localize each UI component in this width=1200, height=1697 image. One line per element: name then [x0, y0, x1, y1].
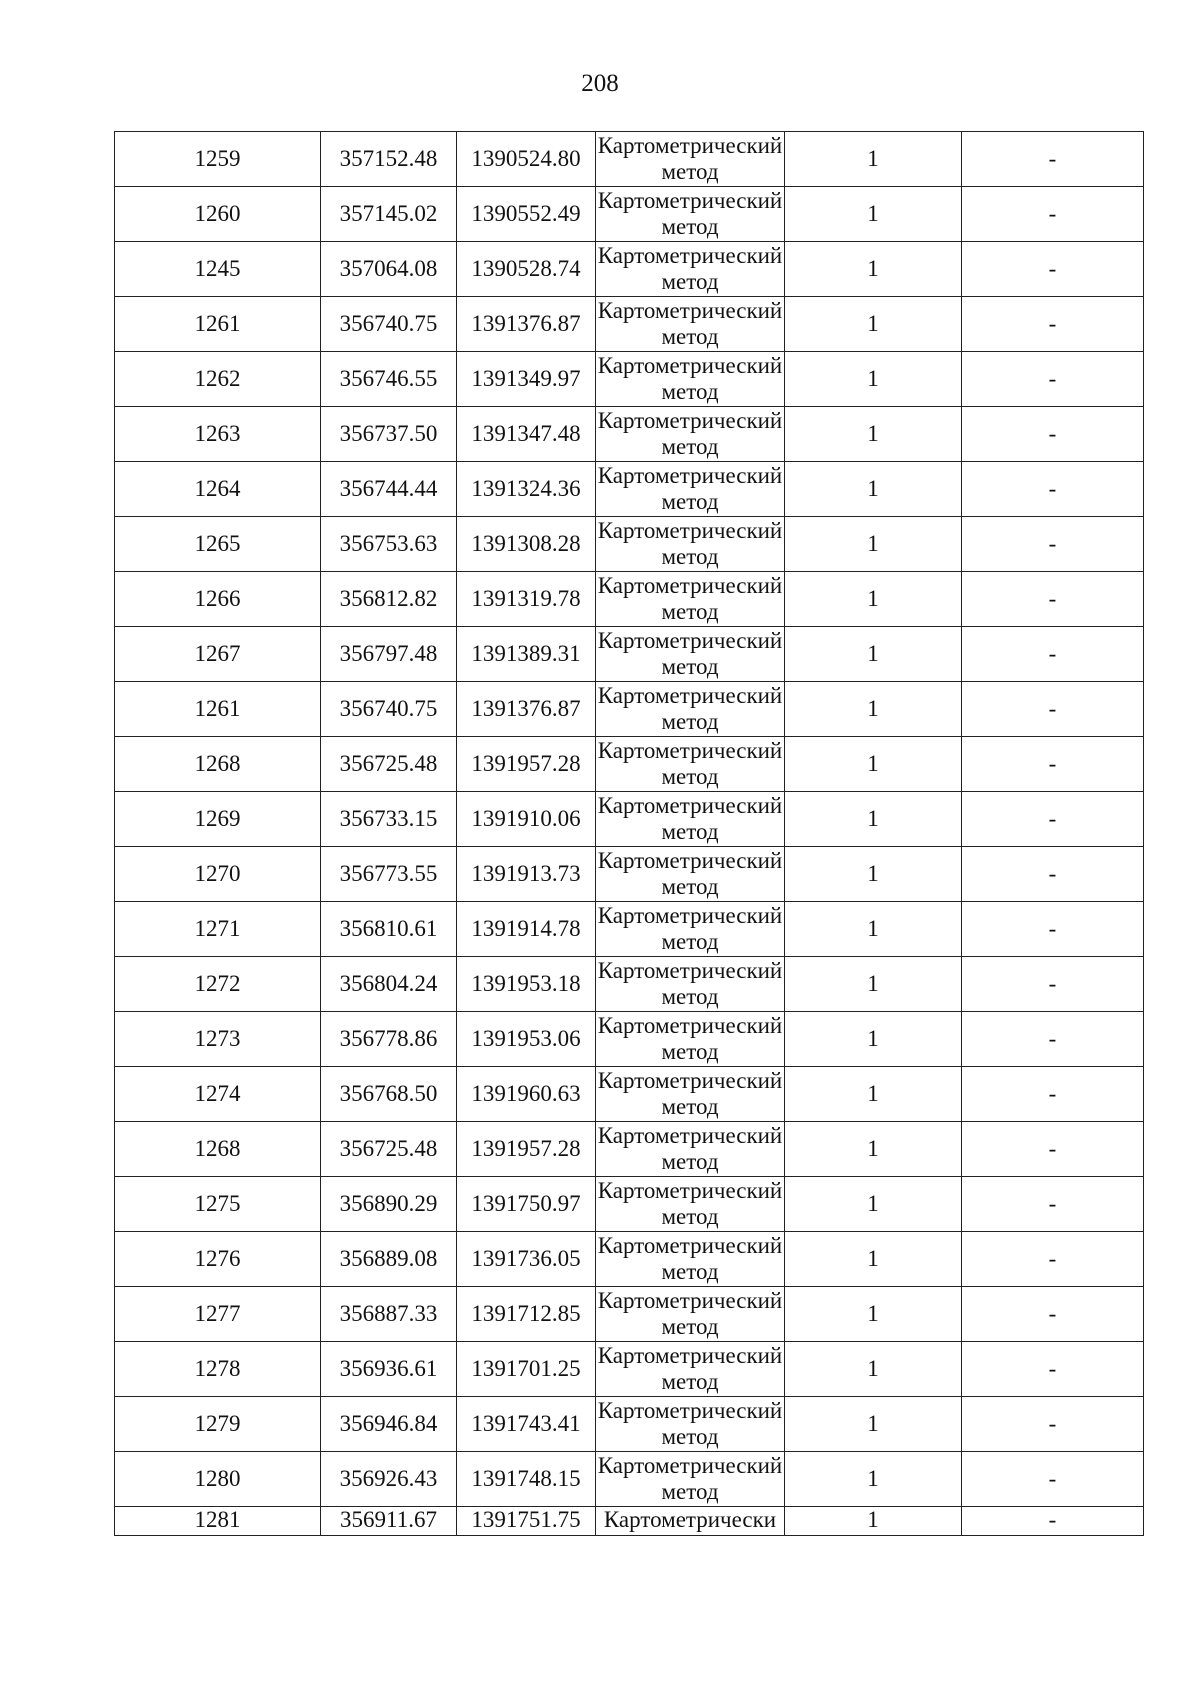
- point-number-cell: 1268: [115, 737, 321, 792]
- method-cell: Картометрический метод: [596, 462, 785, 517]
- x-coordinate-cell: 356887.33: [321, 1287, 457, 1342]
- table-row: [115, 1452, 1144, 1507]
- accuracy-cell: 1: [785, 462, 962, 517]
- point-number-cell: 1259: [115, 132, 321, 187]
- y-coordinate-cell: 1391750.97: [457, 1177, 596, 1232]
- point-number-cell: 1260: [115, 187, 321, 242]
- table-row: [115, 1507, 1144, 1536]
- y-coordinate-cell: 1391349.97: [457, 352, 596, 407]
- x-coordinate-cell: 356725.48: [321, 737, 457, 792]
- accuracy-cell: 1: [785, 627, 962, 682]
- note-cell: -: [962, 297, 1144, 352]
- y-coordinate-cell: 1391914.78: [457, 902, 596, 957]
- method-cell: Картометрический метод: [596, 902, 785, 957]
- note-cell: -: [962, 1342, 1144, 1397]
- table-row: [115, 462, 1144, 517]
- point-number-cell: 1270: [115, 847, 321, 902]
- method-cell: Картометрический метод: [596, 627, 785, 682]
- note-cell: -: [962, 242, 1144, 297]
- table-row: [115, 682, 1144, 737]
- x-coordinate-cell: 357145.02: [321, 187, 457, 242]
- table-row: [115, 627, 1144, 682]
- x-coordinate-cell: 356768.50: [321, 1067, 457, 1122]
- point-number-cell: 1264: [115, 462, 321, 517]
- y-coordinate-cell: 1391913.73: [457, 847, 596, 902]
- note-cell: -: [962, 1067, 1144, 1122]
- note-cell: -: [962, 1012, 1144, 1067]
- point-number-cell: 1245: [115, 242, 321, 297]
- method-cell: Картометрический метод: [596, 1177, 785, 1232]
- table-row: [115, 1232, 1144, 1287]
- note-cell: -: [962, 1507, 1144, 1536]
- point-number-cell: 1261: [115, 682, 321, 737]
- point-number-cell: 1280: [115, 1452, 321, 1507]
- accuracy-cell: 1: [785, 187, 962, 242]
- y-coordinate-cell: 1391736.05: [457, 1232, 596, 1287]
- method-cell: Картометрический метод: [596, 1012, 785, 1067]
- table-row: [115, 352, 1144, 407]
- x-coordinate-cell: 356890.29: [321, 1177, 457, 1232]
- table-row: [115, 132, 1144, 187]
- table-row: [115, 792, 1144, 847]
- accuracy-cell: 1: [785, 132, 962, 187]
- point-number-cell: 1277: [115, 1287, 321, 1342]
- method-cell: Картометрический метод: [596, 847, 785, 902]
- accuracy-cell: 1: [785, 1122, 962, 1177]
- accuracy-cell: 1: [785, 297, 962, 352]
- page-number: 208: [581, 70, 619, 97]
- x-coordinate-cell: 356911.67: [321, 1507, 457, 1536]
- accuracy-cell: 1: [785, 737, 962, 792]
- method-cell: Картометрический метод: [596, 1452, 785, 1507]
- y-coordinate-cell: 1391957.28: [457, 1122, 596, 1177]
- method-cell: Картометрический метод: [596, 1232, 785, 1287]
- y-coordinate-cell: 1390524.80: [457, 132, 596, 187]
- method-cell: Картометрический метод: [596, 1067, 785, 1122]
- y-coordinate-cell: 1391957.28: [457, 737, 596, 792]
- accuracy-cell: 1: [785, 1287, 962, 1342]
- note-cell: -: [962, 1397, 1144, 1452]
- y-coordinate-cell: 1391376.87: [457, 682, 596, 737]
- note-cell: -: [962, 847, 1144, 902]
- table-row: [115, 297, 1144, 352]
- y-coordinate-cell: 1391748.15: [457, 1452, 596, 1507]
- method-cell: Картометрический метод: [596, 1287, 785, 1342]
- point-number-cell: 1281: [115, 1507, 321, 1536]
- y-coordinate-cell: 1390528.74: [457, 242, 596, 297]
- method-cell: Картометрический метод: [596, 572, 785, 627]
- table-row: [115, 847, 1144, 902]
- note-cell: -: [962, 1452, 1144, 1507]
- x-coordinate-cell: 356936.61: [321, 1342, 457, 1397]
- note-cell: -: [962, 462, 1144, 517]
- x-coordinate-cell: 356889.08: [321, 1232, 457, 1287]
- y-coordinate-cell: 1391751.75: [457, 1507, 596, 1536]
- note-cell: -: [962, 187, 1144, 242]
- accuracy-cell: 1: [785, 1232, 962, 1287]
- accuracy-cell: 1: [785, 902, 962, 957]
- note-cell: -: [962, 737, 1144, 792]
- note-cell: -: [962, 627, 1144, 682]
- method-cell: Картометрический метод: [596, 792, 785, 847]
- method-cell: Картометрический метод: [596, 242, 785, 297]
- point-number-cell: 1267: [115, 627, 321, 682]
- x-coordinate-cell: 356773.55: [321, 847, 457, 902]
- table-row: [115, 1342, 1144, 1397]
- method-cell: Картометрический метод: [596, 132, 785, 187]
- method-cell: Картометрический метод: [596, 737, 785, 792]
- y-coordinate-cell: 1391389.31: [457, 627, 596, 682]
- method-cell: Картометрический метод: [596, 682, 785, 737]
- accuracy-cell: 1: [785, 352, 962, 407]
- table-row: [115, 517, 1144, 572]
- y-coordinate-cell: 1391319.78: [457, 572, 596, 627]
- note-cell: -: [962, 957, 1144, 1012]
- x-coordinate-cell: 356926.43: [321, 1452, 457, 1507]
- table-row: [115, 1122, 1144, 1177]
- table-row: [115, 902, 1144, 957]
- accuracy-cell: 1: [785, 847, 962, 902]
- point-number-cell: 1263: [115, 407, 321, 462]
- table-row: [115, 407, 1144, 462]
- note-cell: -: [962, 132, 1144, 187]
- note-cell: -: [962, 1232, 1144, 1287]
- method-cell: Картометрический метод: [596, 297, 785, 352]
- y-coordinate-cell: 1391953.06: [457, 1012, 596, 1067]
- x-coordinate-cell: 357152.48: [321, 132, 457, 187]
- y-coordinate-cell: 1391743.41: [457, 1397, 596, 1452]
- x-coordinate-cell: 356753.63: [321, 517, 457, 572]
- accuracy-cell: 1: [785, 1452, 962, 1507]
- y-coordinate-cell: 1391910.06: [457, 792, 596, 847]
- y-coordinate-cell: 1391308.28: [457, 517, 596, 572]
- table-row: [115, 737, 1144, 792]
- coordinates-table: [114, 131, 1144, 1536]
- accuracy-cell: 1: [785, 957, 962, 1012]
- point-number-cell: 1272: [115, 957, 321, 1012]
- point-number-cell: 1261: [115, 297, 321, 352]
- x-coordinate-cell: 356946.84: [321, 1397, 457, 1452]
- method-cell: Картометрический метод: [596, 1397, 785, 1452]
- table-body: [115, 132, 1144, 1536]
- method-cell: Картометрический метод: [596, 517, 785, 572]
- table-row: [115, 1287, 1144, 1342]
- y-coordinate-cell: 1391701.25: [457, 1342, 596, 1397]
- point-number-cell: 1266: [115, 572, 321, 627]
- y-coordinate-cell: 1391712.85: [457, 1287, 596, 1342]
- note-cell: -: [962, 682, 1144, 737]
- x-coordinate-cell: 356746.55: [321, 352, 457, 407]
- x-coordinate-cell: 356740.75: [321, 297, 457, 352]
- note-cell: -: [962, 792, 1144, 847]
- point-number-cell: 1278: [115, 1342, 321, 1397]
- note-cell: -: [962, 1287, 1144, 1342]
- x-coordinate-cell: 356737.50: [321, 407, 457, 462]
- method-cell: Картометрический метод: [596, 352, 785, 407]
- y-coordinate-cell: 1391953.18: [457, 957, 596, 1012]
- point-number-cell: 1268: [115, 1122, 321, 1177]
- table-row: [115, 572, 1144, 627]
- x-coordinate-cell: 356797.48: [321, 627, 457, 682]
- point-number-cell: 1262: [115, 352, 321, 407]
- method-cell: Картометрический метод: [596, 1342, 785, 1397]
- x-coordinate-cell: 356778.86: [321, 1012, 457, 1067]
- y-coordinate-cell: 1391376.87: [457, 297, 596, 352]
- accuracy-cell: 1: [785, 792, 962, 847]
- y-coordinate-cell: 1391324.36: [457, 462, 596, 517]
- accuracy-cell: 1: [785, 1507, 962, 1536]
- point-number-cell: 1274: [115, 1067, 321, 1122]
- x-coordinate-cell: 356812.82: [321, 572, 457, 627]
- y-coordinate-cell: 1390552.49: [457, 187, 596, 242]
- accuracy-cell: 1: [785, 1012, 962, 1067]
- table-row: [115, 1012, 1144, 1067]
- x-coordinate-cell: 356733.15: [321, 792, 457, 847]
- note-cell: -: [962, 902, 1144, 957]
- point-number-cell: 1269: [115, 792, 321, 847]
- y-coordinate-cell: 1391347.48: [457, 407, 596, 462]
- method-cell: Картометрический метод: [596, 187, 785, 242]
- point-number-cell: 1276: [115, 1232, 321, 1287]
- x-coordinate-cell: 357064.08: [321, 242, 457, 297]
- point-number-cell: 1273: [115, 1012, 321, 1067]
- accuracy-cell: 1: [785, 1342, 962, 1397]
- accuracy-cell: 1: [785, 1177, 962, 1232]
- x-coordinate-cell: 356810.61: [321, 902, 457, 957]
- table-row: [115, 242, 1144, 297]
- accuracy-cell: 1: [785, 242, 962, 297]
- accuracy-cell: 1: [785, 517, 962, 572]
- x-coordinate-cell: 356744.44: [321, 462, 457, 517]
- accuracy-cell: 1: [785, 682, 962, 737]
- point-number-cell: 1271: [115, 902, 321, 957]
- method-cell: Картометрический метод: [596, 957, 785, 1012]
- note-cell: -: [962, 1177, 1144, 1232]
- note-cell: -: [962, 352, 1144, 407]
- table-row: [115, 1067, 1144, 1122]
- x-coordinate-cell: 356804.24: [321, 957, 457, 1012]
- method-cell: Картометрически: [596, 1507, 785, 1536]
- accuracy-cell: 1: [785, 1397, 962, 1452]
- point-number-cell: 1265: [115, 517, 321, 572]
- method-cell: Картометрический метод: [596, 1122, 785, 1177]
- note-cell: -: [962, 572, 1144, 627]
- table-row: [115, 1397, 1144, 1452]
- table-row: [115, 1177, 1144, 1232]
- table-row: [115, 957, 1144, 1012]
- point-number-cell: 1275: [115, 1177, 321, 1232]
- note-cell: -: [962, 407, 1144, 462]
- y-coordinate-cell: 1391960.63: [457, 1067, 596, 1122]
- method-cell: Картометрический метод: [596, 407, 785, 462]
- point-number-cell: 1279: [115, 1397, 321, 1452]
- accuracy-cell: 1: [785, 407, 962, 462]
- note-cell: -: [962, 1122, 1144, 1177]
- x-coordinate-cell: 356725.48: [321, 1122, 457, 1177]
- x-coordinate-cell: 356740.75: [321, 682, 457, 737]
- accuracy-cell: 1: [785, 572, 962, 627]
- table-row: [115, 187, 1144, 242]
- accuracy-cell: 1: [785, 1067, 962, 1122]
- note-cell: -: [962, 517, 1144, 572]
